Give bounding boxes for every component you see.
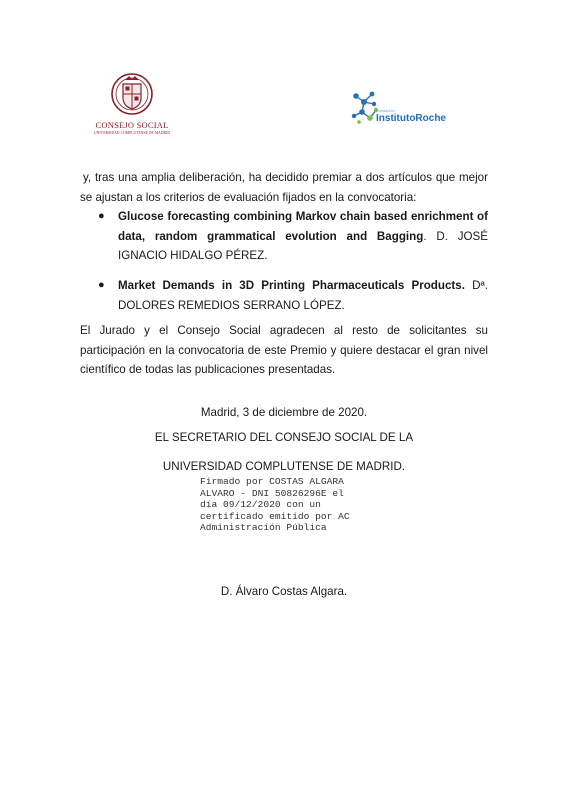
- university-seal-icon: [106, 72, 158, 118]
- award-2-title: Market Demands in 3D Printing Pharmaceuticals Products.: [118, 279, 465, 292]
- award-list-item-1: [98, 207, 488, 266]
- consejo-social-logo: [84, 72, 180, 135]
- closing-paragraph: El Jurado y el Consejo Social agradecen al resto de solicitantes su participación en la convocatoria de este Premio y quiere destacar el gran nivel científico de todas las publicaciones presentadas.: [80, 324, 488, 376]
- list-item: ● Glucose forecasting combining Markov chain based enrichment of data, random grammatical evolution and Bagging. D. JOSÉ IGNACIO HIDALGO PÉREZ.: [98, 207, 488, 266]
- consejo-social-subtitle: UNIVERSIDAD COMPLUTENSE DE MADRID: [93, 131, 171, 135]
- award-2-author: Dª. DOLORES REMEDIOS SERRANO LÓPEZ.: [118, 279, 488, 312]
- consejo-social-title: CONSEJO SOCIAL: [95, 120, 169, 130]
- digital-signature-block: Firmado por COSTAS ALGARA ALVARO - DNI 50826296E el día 09/12/2020 con un certificado emitido por AC Administración Pública: [200, 476, 350, 534]
- signer-name: D. Álvaro Costas Algara.: [220, 585, 348, 598]
- instituto-roche-logo: [350, 88, 460, 128]
- award-list-item-2: [98, 276, 488, 315]
- list-item: [98, 276, 488, 315]
- secretary-title-line-2: UNIVERSIDAD COMPLUTENSE DE MADRID.: [162, 460, 406, 473]
- date-line: Madrid, 3 de diciembre de 2020.: [200, 406, 368, 419]
- bullet-icon: ●: [98, 210, 105, 222]
- bullet-icon: ●: [98, 279, 105, 291]
- intro-paragraph: y, tras una amplia deliberación, ha decidido premiar a dos artículos que mejor se ajustan a los criterios de evaluación fijados en la convocatoria:: [80, 171, 488, 204]
- instituto-roche-name: InstitutoRoche: [376, 113, 446, 124]
- secretary-title-line-1: EL SECRETARIO DEL CONSEJO SOCIAL DE LA: [154, 431, 414, 444]
- instituto-roche-prefix: Fundación: [376, 108, 395, 113]
- award-1-author: D. JOSÉ IGNACIO HIDALGO PÉREZ.: [118, 229, 488, 262]
- award-1-title: Glucose forecasting combining Markov chain based enrichment of data, random grammatical evolution and Bagging: [118, 210, 488, 243]
